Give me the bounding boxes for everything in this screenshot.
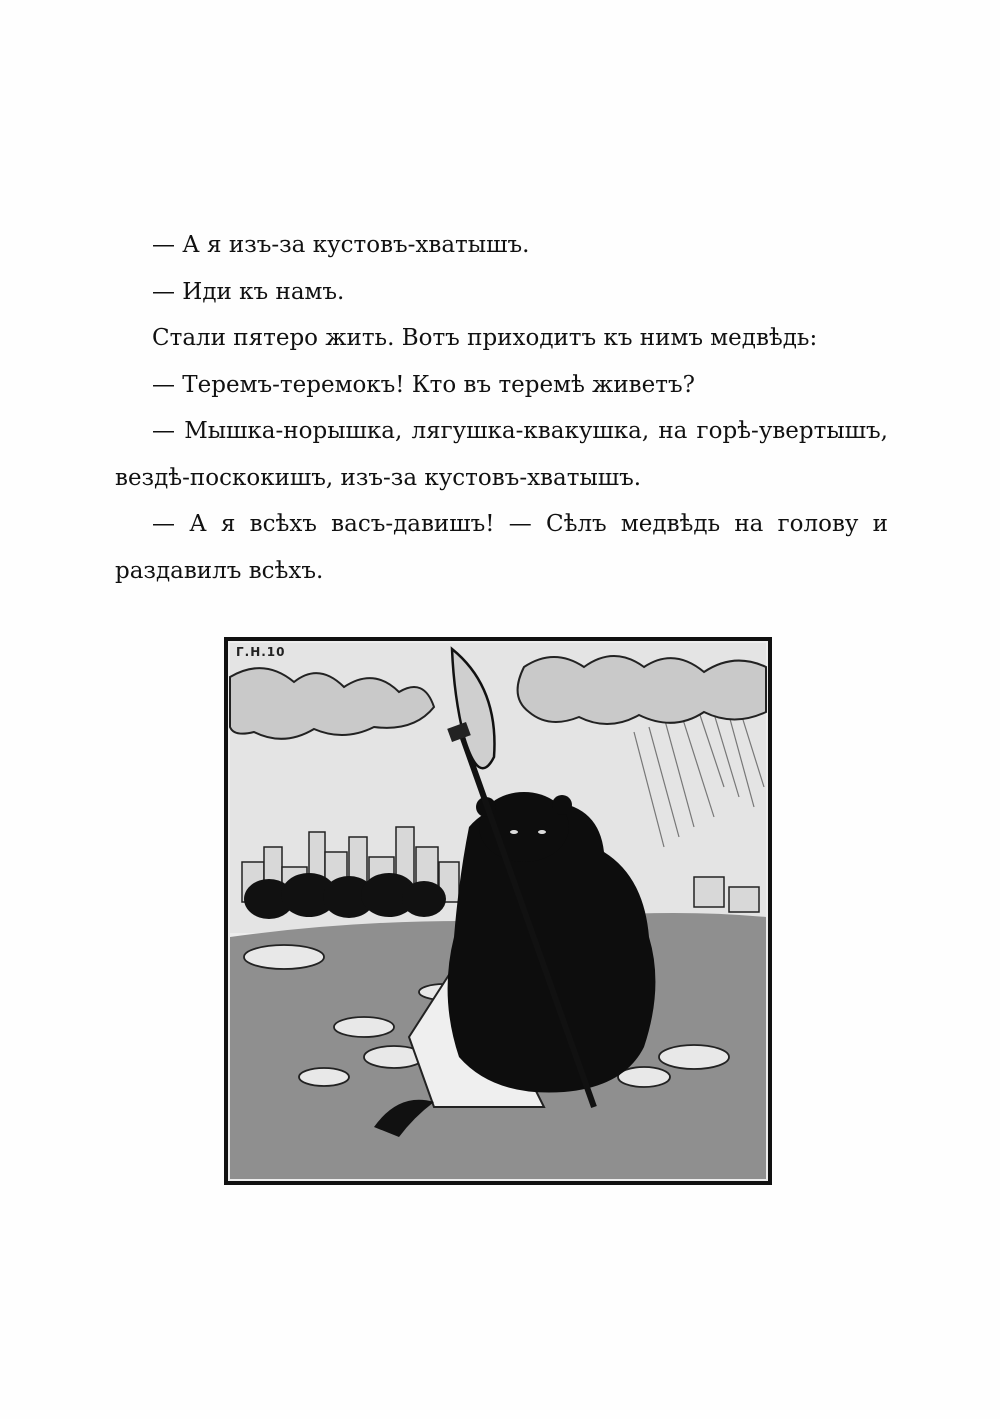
paragraph-5: — Мышка-норышка, лягушка-квакушка, на горѣ-увертышъ, вездѣ-поскокишъ, изъ-за кустовъ-хватышъ. [115,418,888,491]
paragraph-6: — А я всѣхъ васъ-давишъ! — Сѣлъ медвѣдь на голову и раздавилъ всѣхъ. [115,511,888,584]
artist-monogram: Г.Н.10 [236,645,286,659]
bear-illustration [224,637,772,1185]
paragraph-1: — А я изъ-за кустовъ-хватышъ. [152,232,530,258]
paragraph-4: — Теремъ-теремокъ! Кто въ теремѣ живетъ? [152,371,695,398]
story-text [115,222,888,594]
paragraph-3: Стали пятеро жить. Вотъ приходитъ къ нимъ медвѣдь: [152,325,818,351]
illustration-drawing [224,637,772,1185]
paragraph-2: — Иди къ намъ. [152,278,345,305]
